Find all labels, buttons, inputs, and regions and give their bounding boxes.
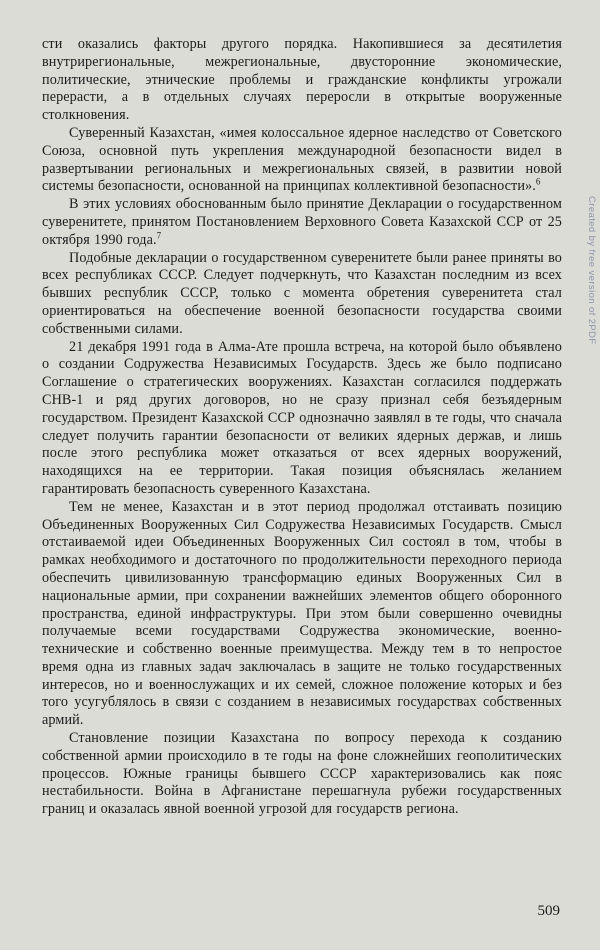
- paragraph-text: В этих условиях обоснованным было принятие Декларации о государственном суверенитете, принятом Постановлением Верховного Совета Казахской ССР от 25 октября 1990 года.: [42, 196, 562, 248]
- paragraph: [42, 250, 562, 339]
- paragraph: [42, 125, 562, 196]
- paragraph-text: Суверенный Казахстан, «имея колоссальное ядерное наследство от Советского Союза, основной путь укрепления международной безопасности видел в развертывании региональных и межрегиональных связей, в развитии новой системы безопасности, основанной на принципах коллективной безопасности».: [42, 124, 562, 195]
- paragraph-text: Подобные декларации о государственном суверенитете были ранее приняты во всех республиках СССР. Следует подчеркнуть, что Казахстан последним из всех бывших республик СССР, только с момента обретения суверенитета стал ориентироваться на обеспечение военной безопасности государства своими собственными силами.: [42, 249, 562, 337]
- paragraph: [42, 36, 562, 125]
- footnote-ref: 7: [156, 230, 162, 241]
- paragraph-text: Тем не менее, Казахстан и в этот период продолжал отстаивать позицию Объединенных Вооруженных Сил Содружества Независимых Государств. Смысл отстаиваемой идеи Объединенных Вооруженных Сил состоял в том, чтобы в рамках необходимого и достаточного по продолжительности переходного периода обеспечить цивилизованную трансформацию единых Вооруженных Сил в национальные армии, при сохранении важнейших элементов общего оборонного пространства, единой инфраструктуры. При этом были совершенно очевидны получаемые всеми государствами Содружества экономические, военно-технические и собственно военные преимущества. Между тем в то непростое время одна из главных задач заключалась в защите не только государственных интересов, но и военнослужащих и их семей, сложное положение которых и без того усугублялось в связи с созданием в независимых государствах собственных армий.: [42, 498, 562, 729]
- paragraph: [42, 499, 562, 730]
- paragraph-text: сти оказались факторы другого порядка. Накопившиеся за десятилетия внутрирегиональные, межрегиональные, двусторонние экономические, политические, этнические проблемы и гражданские конфликты угрожали перерасти, а в отдельных случаях переросли в открытые вооруженные столкновения.: [42, 36, 562, 124]
- paragraph: [42, 339, 562, 499]
- paragraph: [42, 730, 562, 819]
- text-block: [42, 36, 562, 819]
- paragraph-text: 21 декабря 1991 года в Алма-Ате прошла встреча, на которой было объявлено о создании Содружества Независимых Государств. Здесь же было подписано Соглашение о стратегических вооружениях. Казахстан согласился поддержать СНВ-1 и ряд других договоров, но не сразу признал себя безъядерным государством. Президент Казахской ССР однозначно заявлял в те годы, что сначала следует получить гарантии безопасности от великих ядерных держав, и лишь после этого республика может отказаться от всех ядерных вооружений, находящихся на ее территории. Такая позиция объяснялась желанием гарантировать безопасность суверенного Казахстана.: [42, 338, 562, 497]
- footnote-ref: 6: [535, 176, 541, 187]
- page-number: 509: [537, 903, 560, 919]
- paragraph: [42, 196, 562, 249]
- paragraph-text: Становление позиции Казахстана по вопросу перехода к созданию собственной армии происходило в те годы на фоне сложнейших геополитических процессов. Южные границы бывшего СССР характеризовались как пояс нестабильности. Война в Афганистане перешагнула рубежи государственных границ и оказалась явной военной угрозой для государств региона.: [42, 730, 562, 818]
- watermark: Created by free version of 2PDF: [586, 196, 597, 345]
